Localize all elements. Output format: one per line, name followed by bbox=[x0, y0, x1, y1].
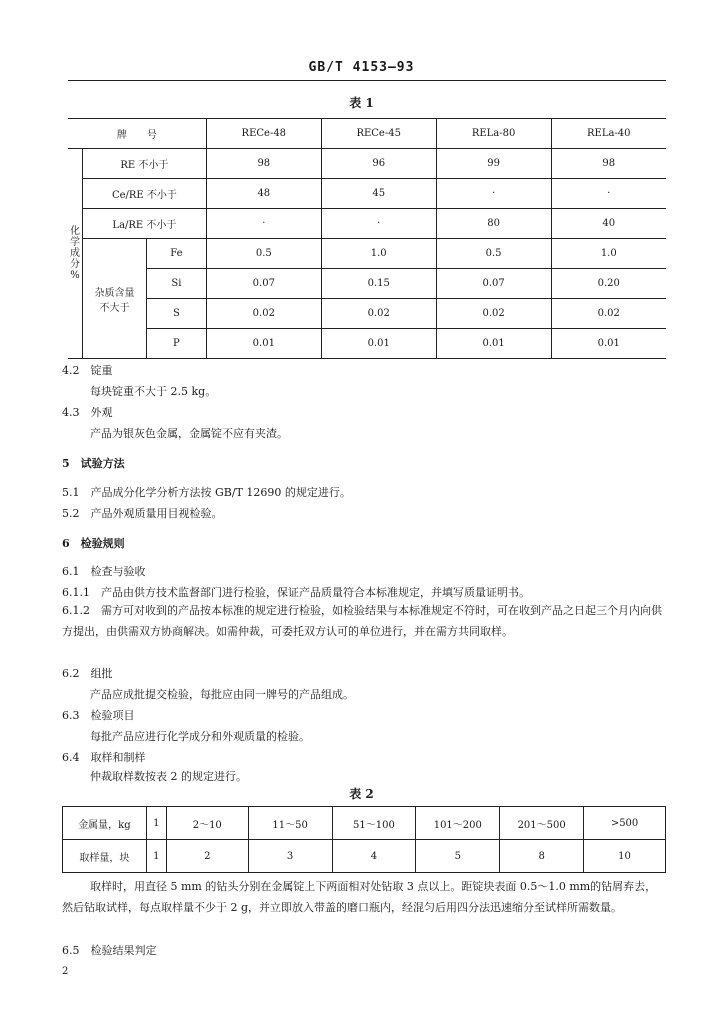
table-row bbox=[68, 329, 666, 359]
element-label: Fe bbox=[146, 239, 206, 269]
table-cell: · bbox=[436, 179, 551, 209]
table-cell: 40 bbox=[551, 209, 666, 239]
table-cell: 0.01 bbox=[551, 329, 666, 359]
composition-table bbox=[68, 118, 666, 359]
table-cell: 0.07 bbox=[206, 269, 321, 299]
table-row bbox=[68, 149, 666, 179]
section-6-1-heading: 6.1 检查与验收 bbox=[62, 565, 146, 578]
table-cell: 51～100 bbox=[332, 807, 416, 840]
section-6-3-body: 每批产品应进行化学成分和外观质量的检验。 bbox=[90, 730, 310, 743]
chemical-composition-label: 化 学 成 分 % bbox=[68, 149, 82, 359]
table-cell: 0.01 bbox=[321, 329, 436, 359]
row-label: Ce/RE 不小于 bbox=[82, 179, 206, 209]
table-cell: 48 bbox=[206, 179, 321, 209]
table-row bbox=[68, 239, 666, 269]
table-row bbox=[63, 840, 666, 873]
section-6-3-heading: 6.3 检验项目 bbox=[62, 709, 135, 722]
table-cell: 0.07 bbox=[436, 269, 551, 299]
section-5-1: 5.1 产品成分化学分析方法按 GB/T 12690 的规定进行。 bbox=[62, 486, 351, 499]
grade-header-cell: RECe-48 bbox=[206, 119, 321, 149]
section-6-2-heading: 6.2 组批 bbox=[62, 667, 113, 680]
table-cell: 1 bbox=[146, 840, 166, 873]
table-cell: 99 bbox=[436, 149, 551, 179]
table-header-row bbox=[68, 119, 666, 149]
table-cell: 201～500 bbox=[500, 807, 584, 840]
table-cell: · bbox=[551, 179, 666, 209]
section-5-heading: 5 试验方法 bbox=[62, 457, 125, 470]
section-6-heading: 6 检验规则 bbox=[62, 537, 125, 550]
section-6-4-heading: 6.4 取样和制样 bbox=[62, 751, 146, 764]
section-6-2-body: 产品应成批提交检验，每批应由同一牌号的产品组成。 bbox=[90, 688, 354, 701]
row-label: 金属量，kg bbox=[63, 807, 147, 840]
table-cell: 10 bbox=[584, 840, 666, 873]
table-cell: 2 bbox=[166, 840, 248, 873]
table-cell: 98 bbox=[551, 149, 666, 179]
table-cell: 45 bbox=[321, 179, 436, 209]
table-row bbox=[68, 299, 666, 329]
row-label: RE 不小于 bbox=[82, 149, 206, 179]
table-cell: 0.01 bbox=[206, 329, 321, 359]
table-cell: 1.0 bbox=[321, 239, 436, 269]
table-cell: 101～200 bbox=[416, 807, 500, 840]
table-cell: 4 bbox=[332, 840, 416, 873]
section-4-2-body: 每块锭重不大于 2.5 kg。 bbox=[90, 385, 217, 398]
table-cell: 0.02 bbox=[321, 299, 436, 329]
table-row bbox=[63, 807, 666, 840]
page-number: 2 bbox=[62, 966, 69, 977]
section-4-2-heading: 4.2 锭重 bbox=[62, 364, 113, 377]
table1-caption: 表 1 bbox=[349, 96, 374, 110]
table2-caption: 表 2 bbox=[349, 787, 374, 801]
table-cell: 5 bbox=[416, 840, 500, 873]
table-cell: 1.0 bbox=[551, 239, 666, 269]
standard-code: GB/T 4153—93 bbox=[308, 60, 415, 75]
grade-header: 牌 号 bbox=[68, 119, 206, 149]
table-row bbox=[68, 269, 666, 299]
section-6-4-body: 仲裁取样数按表 2 的规定进行。 bbox=[90, 770, 247, 783]
element-label: Si bbox=[146, 269, 206, 299]
section-5-2: 5.2 产品外观质量用目视检验。 bbox=[62, 507, 223, 520]
table-row bbox=[68, 209, 666, 239]
section-6-1-1: 6.1.1 产品由供方技术监督部门进行检验，保证产品质量符合本标准规定，并填写质量证明书。 bbox=[62, 586, 530, 599]
section-4-3-body: 产品为银灰色金属，金属锭不应有夹渣。 bbox=[90, 427, 288, 440]
table-cell: · bbox=[321, 209, 436, 239]
table-cell: 80 bbox=[436, 209, 551, 239]
element-label: S bbox=[146, 299, 206, 329]
table-cell: 0.20 bbox=[551, 269, 666, 299]
element-label: P bbox=[146, 329, 206, 359]
table-cell: 2～10 bbox=[166, 807, 248, 840]
sampling-note: 取样时，用直径 5 mm 的钻头分别在金属锭上下两面相对处钻取 3 点以上。距锭块表面 0.5～1.0 mm的钻屑弃去，然后钻取试样，每点取样量不少于 2 g，并立即放入带盖的磨口瓶内，经混匀后用四分法迅速缩分至试样所需数量。 bbox=[62, 880, 657, 914]
header-rule bbox=[68, 80, 666, 81]
table-cell: 0.02 bbox=[436, 299, 551, 329]
row-label: 取样量，块 bbox=[63, 840, 147, 873]
section-6-1-2: 6.1.2 需方可对收到的产品按本标准的规定进行检验，如检验结果与本标准规定不符时，可在收到产品之日起三个月内向供方提出，由供需双方协商解决。如需仲裁，可委托双方认可的单位进行，并在需方共同取样。 bbox=[62, 604, 662, 638]
row-label: La/RE 不小于 bbox=[82, 209, 206, 239]
section-4-3-heading: 4.3 外观 bbox=[62, 406, 113, 419]
table-cell: 0.5 bbox=[436, 239, 551, 269]
table-cell: 1 bbox=[146, 807, 166, 840]
section-6-5-heading: 6.5 检验结果判定 bbox=[62, 944, 157, 957]
table-cell: 96 bbox=[321, 149, 436, 179]
table-cell: 8 bbox=[500, 840, 584, 873]
impurity-label: 杂质含量 不大于 bbox=[82, 239, 146, 359]
table-cell: 0.01 bbox=[436, 329, 551, 359]
grade-header-cell: RECe-45 bbox=[321, 119, 436, 149]
table-cell: 98 bbox=[206, 149, 321, 179]
grade-header-cell: RELa-80 bbox=[436, 119, 551, 149]
table-cell: · bbox=[206, 209, 321, 239]
sampling-table bbox=[62, 806, 666, 873]
table-cell: 0.5 bbox=[206, 239, 321, 269]
table-cell: 11～50 bbox=[248, 807, 332, 840]
table-cell: >500 bbox=[584, 807, 666, 840]
grade-header-cell: RELa-40 bbox=[551, 119, 666, 149]
table-cell: 0.15 bbox=[321, 269, 436, 299]
table-cell: 0.02 bbox=[206, 299, 321, 329]
table-row bbox=[68, 179, 666, 209]
table-cell: 0.02 bbox=[551, 299, 666, 329]
table-cell: 3 bbox=[248, 840, 332, 873]
